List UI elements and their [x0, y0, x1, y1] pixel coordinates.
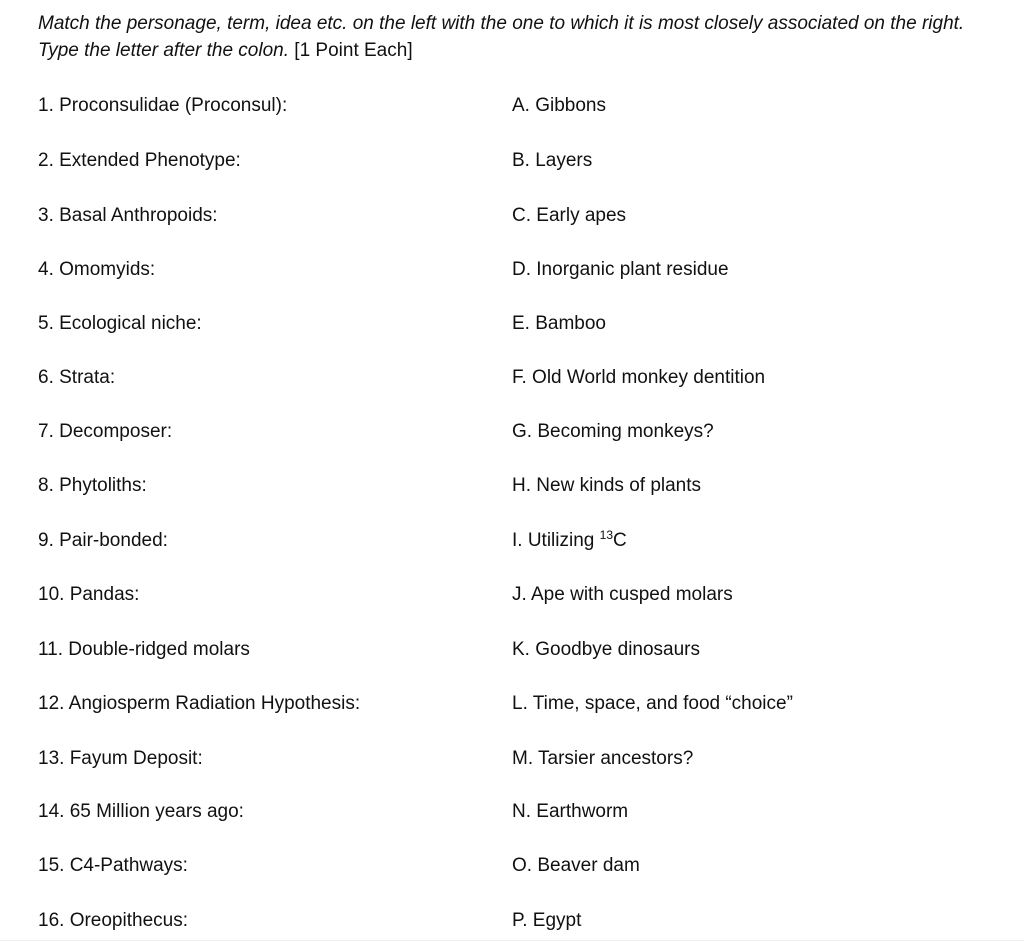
right-item-a: A. Gibbons — [512, 95, 606, 116]
right-item-n: N. Earthworm — [512, 801, 629, 822]
carbon-symbol: C — [613, 530, 627, 551]
left-item-11: 11. Double-ridged molars — [38, 639, 250, 660]
instructions — [38, 10, 998, 64]
left-item-13: 13. Fayum Deposit: — [38, 748, 203, 769]
right-item-b: B. Layers — [512, 150, 593, 171]
right-item-l: L. Time, space, and food “choice” — [512, 693, 793, 714]
left-item-6: 6. Strata: — [38, 367, 116, 388]
right-item-m: M. Tarsier ancestors? — [512, 748, 694, 769]
right-item-g: G. Becoming monkeys? — [512, 421, 714, 442]
points-note: [1 Point Each] — [294, 40, 413, 61]
right-item-j: J. Ape with cusped molars — [512, 584, 733, 605]
instructions-text: Match the personage, term, idea etc. on the left with the one to which it is most closely associated on the right. Type the letter after the colon. — [38, 13, 965, 61]
left-item-9: 9. Pair-bonded: — [38, 530, 168, 551]
left-item-15: 15. C4-Pathways: — [38, 855, 188, 876]
right-item-p: P. Egypt — [512, 910, 582, 931]
left-item-16: 16. Oreopithecus: — [38, 910, 188, 931]
right-item-f: F. Old World monkey dentition — [512, 367, 766, 388]
page-bottom-divider — [0, 940, 1024, 941]
carbon-isotope-superscript: 13 — [599, 528, 613, 542]
right-item-i-text: I. Utilizing — [512, 530, 600, 551]
right-item-d: D. Inorganic plant residue — [512, 259, 729, 280]
left-item-2: 2. Extended Phenotype: — [38, 150, 241, 171]
left-item-10: 10. Pandas: — [38, 584, 140, 605]
left-item-12: 12. Angiosperm Radiation Hypothesis: — [38, 693, 361, 714]
right-item-k: K. Goodbye dinosaurs — [512, 639, 701, 660]
left-item-5: 5. Ecological niche: — [38, 313, 202, 334]
right-item-c: C. Early apes — [512, 205, 627, 226]
right-item-i — [512, 530, 627, 552]
right-item-e: E. Bamboo — [512, 313, 606, 334]
left-item-3: 3. Basal Anthropoids: — [38, 205, 218, 226]
left-item-8: 8. Phytoliths: — [38, 475, 147, 496]
right-item-o: O. Beaver dam — [512, 855, 640, 876]
left-item-4: 4. Omomyids: — [38, 259, 156, 280]
left-item-14: 14. 65 Million years ago: — [38, 801, 244, 822]
right-item-h: H. New kinds of plants — [512, 475, 702, 496]
left-item-1: 1. Proconsulidae (Proconsul): — [38, 95, 288, 116]
left-item-7: 7. Decomposer: — [38, 421, 173, 442]
